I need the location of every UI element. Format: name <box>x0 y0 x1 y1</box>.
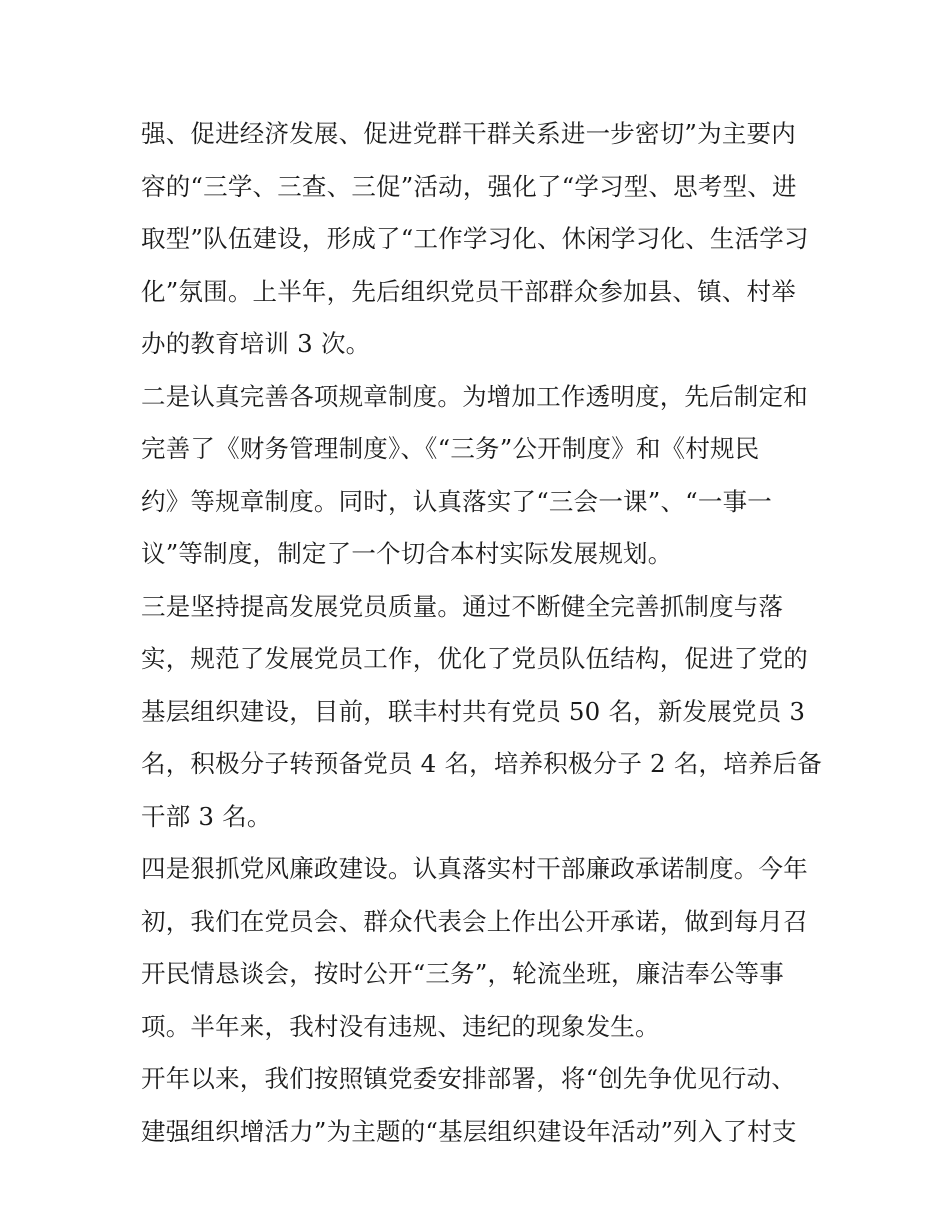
text-line: 约》等规章制度。同时，认真落实了“三会一课”、“一事一 <box>141 486 772 516</box>
text-line: 强、促进经济发展、促进党群干群关系进一步密切”为主要内 <box>141 119 796 148</box>
text-line: 开民情恳谈会，按时公开“三务”，轮流坐班，廉洁奉公等事 <box>141 959 784 988</box>
text-line: 实，规范了发展党员工作，优化了党员队伍结构，促进了党的 <box>141 644 808 673</box>
text-line: 建强组织增活力”为主题的“基层组织建设年活动”列入了村支 <box>141 1116 797 1146</box>
text-line: 名，积极分子转预备党员 4 名，培养积极分子 2 名，培养后备 <box>141 749 823 778</box>
text-line: 化”氛围。上半年，先后组织党员干部群众参加县、镇、村举 <box>141 276 796 306</box>
text-line: 四是狠抓党风廉政建设。认真落实村干部廉政承诺制度。今年 <box>141 854 808 883</box>
text-line: 取型”队伍建设，形成了“工作学习化、休闲学习化、生活学习 <box>141 224 809 253</box>
text-line: 完善了《财务管理制度》、《“三务”公开制度》和《村规民 <box>141 434 760 463</box>
document-body <box>141 108 821 1158</box>
text-line: 议”等制度，制定了一个切合本村实际发展规划。 <box>141 539 673 568</box>
text-line: 干部 3 名。 <box>141 801 272 831</box>
text-line: 初，我们在党员会、群众代表会上作出公开承诺，做到每月召 <box>141 906 808 936</box>
text-line: 基层组织建设，目前，联丰村共有党员 50 名，新发展党员 3 <box>141 696 806 726</box>
text-line: 办的教育培训 3 次。 <box>141 329 371 358</box>
text-line: 三是坚持提高发展党员质量。通过不断健全完善抓制度与落 <box>141 591 784 621</box>
text-line: 二是认真完善各项规章制度。为增加工作透明度，先后制定和 <box>141 381 808 411</box>
text-line: 开年以来，我们按照镇党委安排部署，将“创先争优见行动、 <box>141 1064 796 1093</box>
text-line: 容的“三学、三查、三促”活动，强化了“学习型、思考型、进 <box>141 171 797 201</box>
text-line: 项。半年来，我村没有违规、违纪的现象发生。 <box>141 1011 660 1041</box>
